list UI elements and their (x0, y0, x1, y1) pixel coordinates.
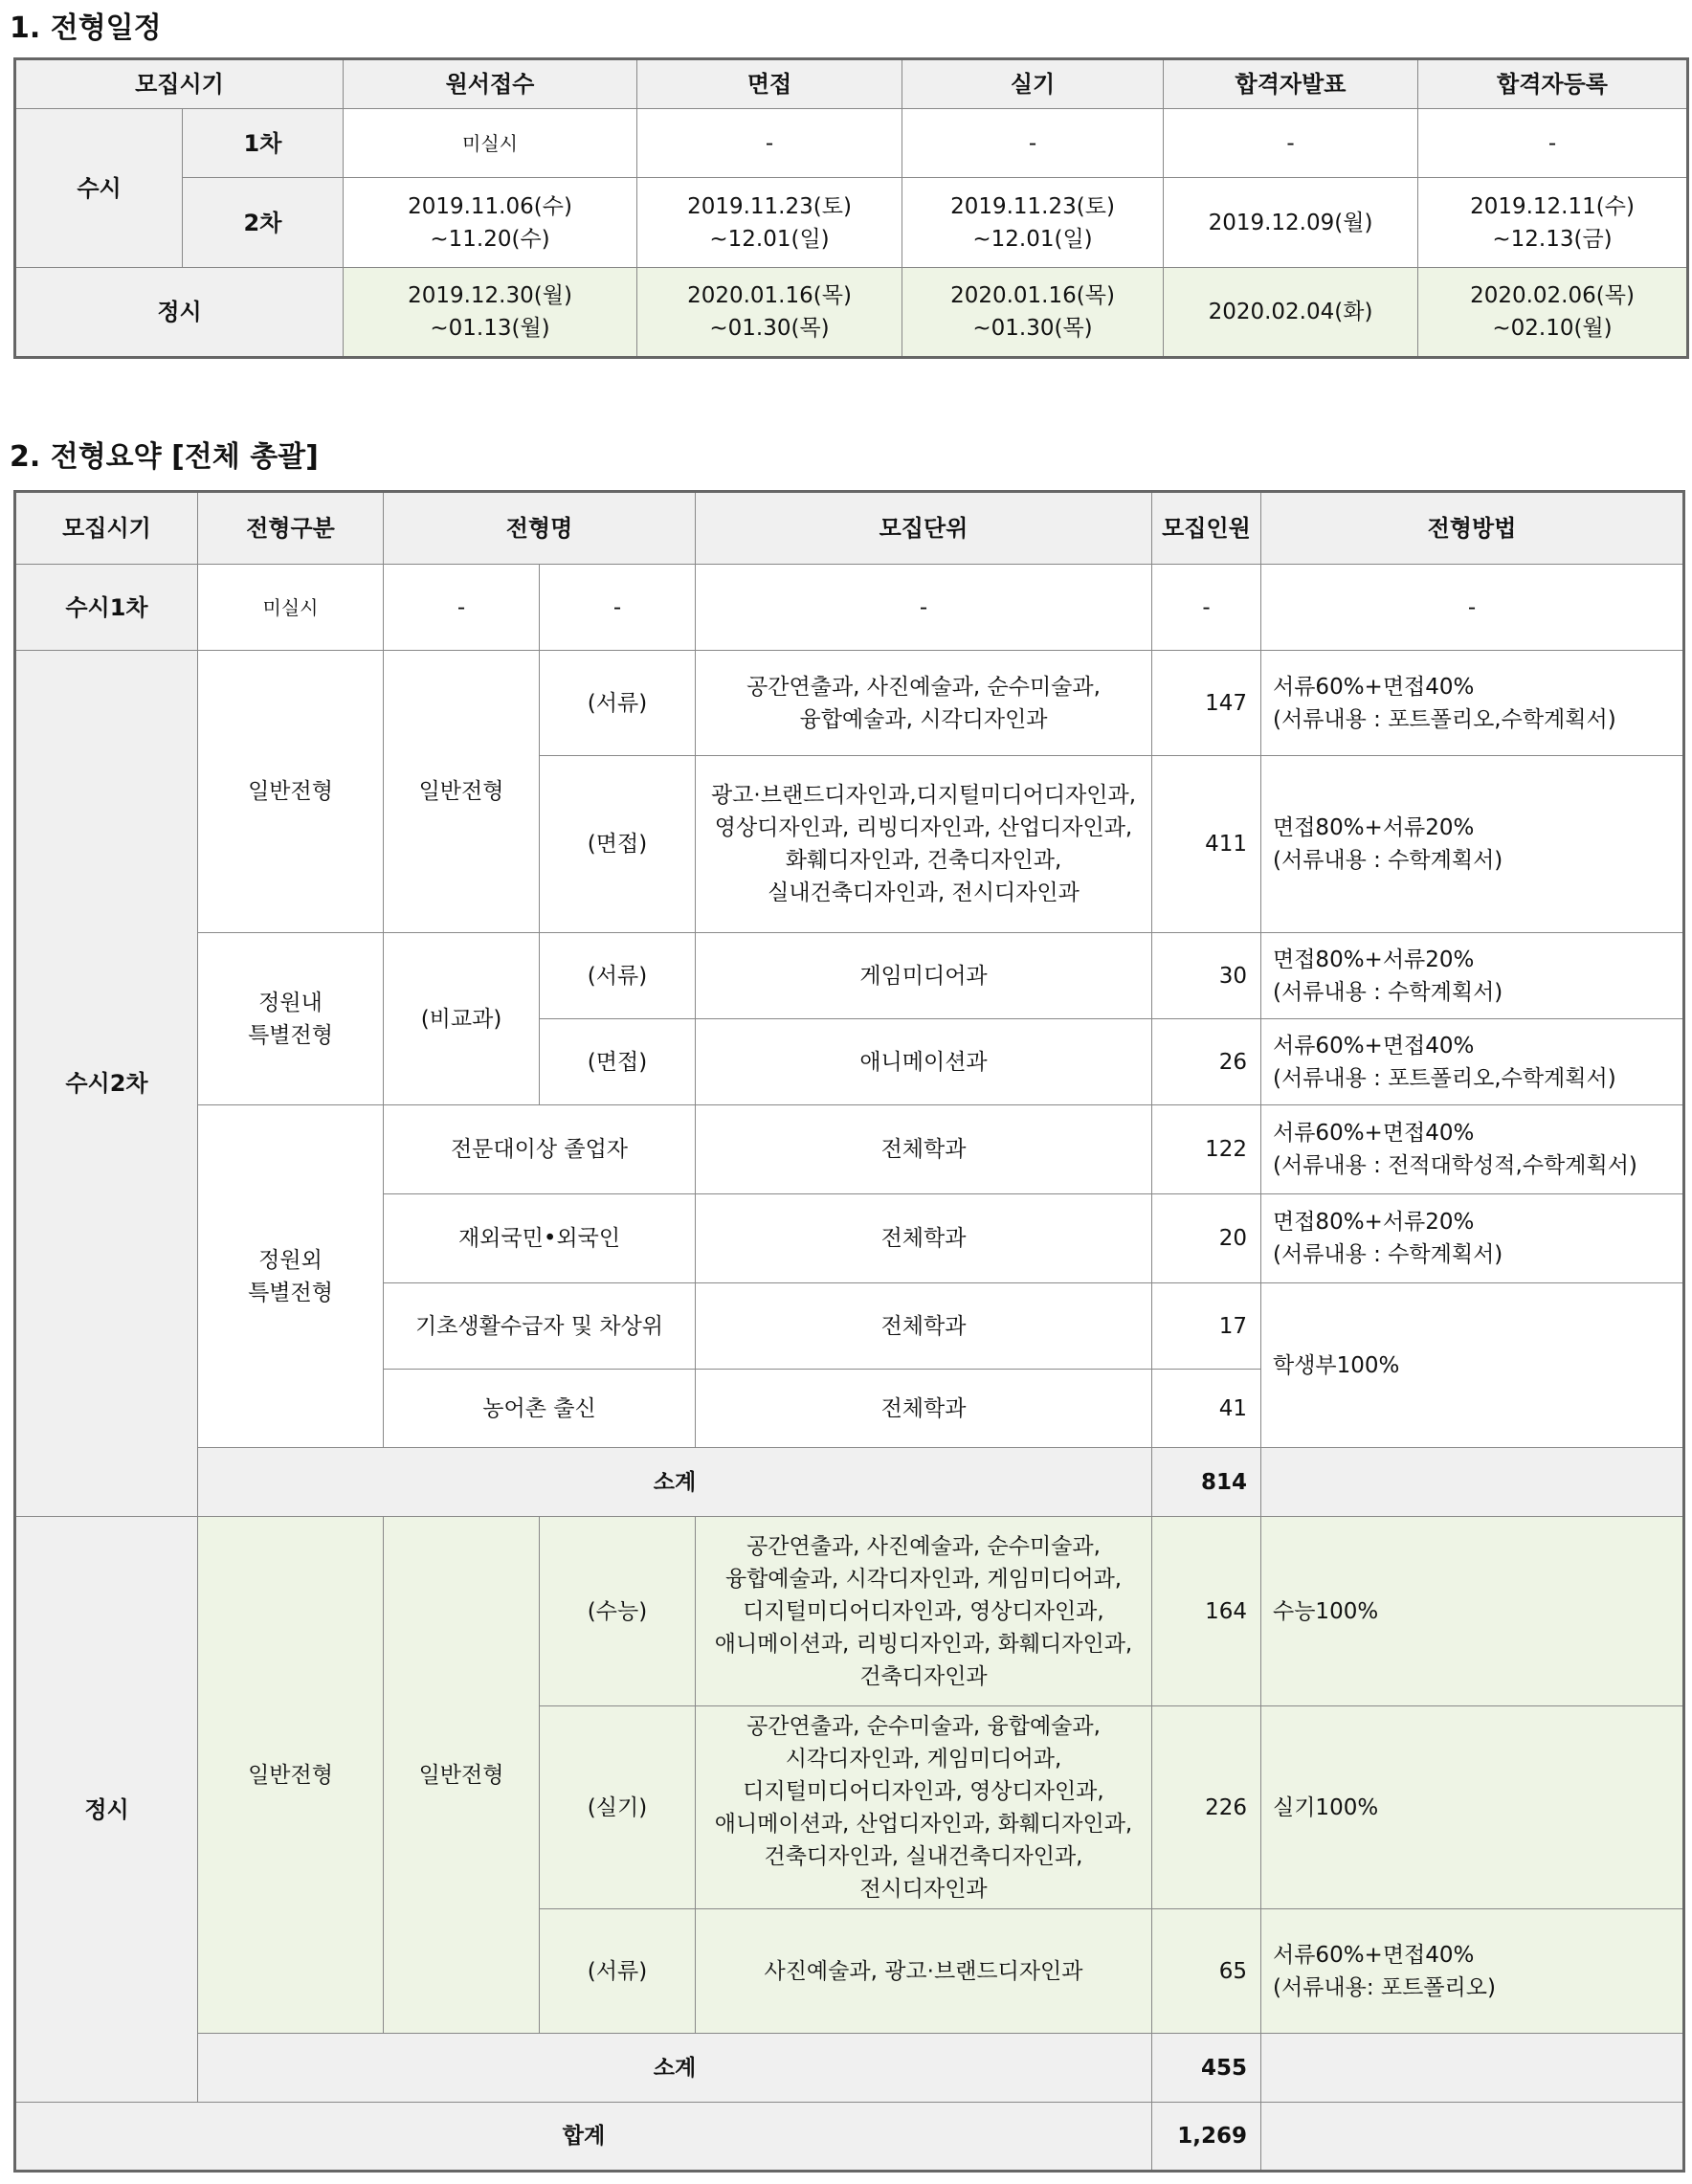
section2-title: 2. 전형요약 [전체 총괄] (10, 440, 319, 474)
summary-cell: - (384, 565, 540, 651)
summary-cell: 전문대이상 졸업자 (384, 1105, 696, 1194)
col-header-period: 모집시기 (15, 59, 344, 109)
summary-count: 20 (1152, 1194, 1261, 1283)
summary-cell: 정원내 특별전형 (198, 933, 384, 1105)
col-header-method: 전형방법 (1261, 492, 1684, 565)
susi1-label: 수시1차 (15, 565, 198, 651)
schedule-cell: 미실시 (344, 109, 637, 178)
summary-cell: (실기) (540, 1706, 696, 1909)
summary-cell: (면접) (540, 756, 696, 933)
summary-cell: 재외국민•외국인 (384, 1194, 696, 1283)
summary-cell: 공간연출과, 순수미술과, 융합예술과, 시각디자인과, 게임미디어과, 디지털미디어디자인과, 영상디자인과, 애니메이션과, 산업디자인과, 화훼디자인과, 건축디자인과, 실내건축디자인과, 전시디자인과 (696, 1706, 1152, 1909)
summary-method: 서류60%+면접40% (서류내용 : 포트폴리오,수학계획서) (1261, 1019, 1684, 1105)
summary-count: 147 (1152, 651, 1261, 756)
col-header-period: 모집시기 (15, 492, 198, 565)
summary-cell: (서류) (540, 933, 696, 1019)
summary-cell: 일반전형 (198, 651, 384, 933)
summary-method: 면접80%+서류20% (서류내용 : 수학계획서) (1261, 1194, 1684, 1283)
susi2-subtotal-label: 소계 (198, 1448, 1152, 1517)
summary-method: 수능100% (1261, 1517, 1684, 1706)
summary-cell: (비교과) (384, 933, 540, 1105)
summary-cell: 공간연출과, 사진예술과, 순수미술과, 융합예술과, 시각디자인과, 게임미디어과, 디지털미디어디자인과, 영상디자인과, 애니메이션과, 리빙디자인과, 화훼디자인과, 건축디자인과 (696, 1517, 1152, 1706)
summary-count: 65 (1152, 1909, 1261, 2034)
summary-method: 서류60%+면접40% (서류내용: 포트폴리오) (1261, 1909, 1684, 2034)
schedule-cell: - (1164, 109, 1418, 178)
summary-method: 서류60%+면접40% (서류내용 : 전적대학성적,수학계획서) (1261, 1105, 1684, 1194)
susi2-subtotal-count: 814 (1152, 1448, 1261, 1517)
round-1-label: 1차 (183, 109, 344, 178)
summary-method: 실기100% (1261, 1706, 1684, 1909)
col-header-name: 전형명 (384, 492, 696, 565)
section1-title: 1. 전형일정 (10, 11, 162, 45)
col-header-unit: 모집단위 (696, 492, 1152, 565)
summary-cell: 정원외 특별전형 (198, 1105, 384, 1448)
summary-method: 면접80%+서류20% (서류내용 : 수학계획서) (1261, 933, 1684, 1019)
total-count: 1,269 (1152, 2103, 1261, 2172)
susi-label: 수시 (15, 109, 183, 268)
susi2-label: 수시2차 (15, 651, 198, 1517)
col-header-practical: 실기 (902, 59, 1164, 109)
summary-cell: 공간연출과, 사진예술과, 순수미술과, 융합예술과, 시각디자인과 (696, 651, 1152, 756)
summary-cell: (서류) (540, 651, 696, 756)
schedule-cell: 2020.01.16(목) ~01.30(목) (637, 268, 902, 358)
col-header-application: 원서접수 (344, 59, 637, 109)
col-header-type: 전형구분 (198, 492, 384, 565)
col-header-announcement: 합격자발표 (1164, 59, 1418, 109)
summary-count: 226 (1152, 1706, 1261, 1909)
summary-table (13, 490, 1685, 2173)
total-label: 합계 (15, 2103, 1152, 2172)
summary-cell: (면접) (540, 1019, 696, 1105)
schedule-cell: 2020.02.06(목) ~02.10(월) (1418, 268, 1688, 358)
summary-cell: 전체학과 (696, 1283, 1152, 1370)
summary-method: 학생부100% (1261, 1283, 1684, 1448)
summary-cell: - (696, 565, 1152, 651)
schedule-cell: - (902, 109, 1164, 178)
summary-cell: 애니메이션과 (696, 1019, 1152, 1105)
summary-count: 17 (1152, 1283, 1261, 1370)
summary-method: 면접80%+서류20% (서류내용 : 수학계획서) (1261, 756, 1684, 933)
summary-method: 서류60%+면접40% (서류내용 : 포트폴리오,수학계획서) (1261, 651, 1684, 756)
summary-count: 411 (1152, 756, 1261, 933)
summary-cell: 일반전형 (198, 1517, 384, 2034)
col-header-interview: 면접 (637, 59, 902, 109)
summary-cell: - (1261, 565, 1684, 651)
summary-cell: (서류) (540, 1909, 696, 2034)
subtotal-blank (1261, 1448, 1684, 1517)
summary-cell: - (540, 565, 696, 651)
summary-count: 164 (1152, 1517, 1261, 1706)
col-header-registration: 합격자등록 (1418, 59, 1688, 109)
summary-cell: 일반전형 (384, 651, 540, 933)
summary-cell: 일반전형 (384, 1517, 540, 2034)
summary-cell: 전체학과 (696, 1370, 1152, 1448)
jeongsi-subtotal-label: 소계 (198, 2034, 1152, 2103)
summary-cell: 사진예술과, 광고·브랜드디자인과 (696, 1909, 1152, 2034)
schedule-cell: 2019.11.23(토) ~12.01(일) (902, 178, 1164, 268)
schedule-cell: - (1418, 109, 1688, 178)
summary-cell: 전체학과 (696, 1105, 1152, 1194)
jeongsi-label: 정시 (15, 1517, 198, 2103)
summary-cell: 게임미디어과 (696, 933, 1152, 1019)
summary-cell: 광고·브랜드디자인과,디지털미디어디자인과, 영상디자인과, 리빙디자인과, 산업디자인과, 화훼디자인과, 건축디자인과, 실내건축디자인과, 전시디자인과 (696, 756, 1152, 933)
summary-cell: (수능) (540, 1517, 696, 1706)
jeongsi-label: 정시 (15, 268, 344, 358)
summary-cell: 농어촌 출신 (384, 1370, 696, 1448)
total-blank (1261, 2103, 1684, 2172)
summary-cell: 기초생활수급자 및 차상위 (384, 1283, 696, 1370)
schedule-table (13, 57, 1689, 359)
round-2-label: 2차 (183, 178, 344, 268)
schedule-cell: 2019.12.30(월) ~01.13(월) (344, 268, 637, 358)
summary-count: 122 (1152, 1105, 1261, 1194)
subtotal-blank (1261, 2034, 1684, 2103)
col-header-count: 모집인원 (1152, 492, 1261, 565)
schedule-cell: 2020.02.04(화) (1164, 268, 1418, 358)
summary-cell: - (1152, 565, 1261, 651)
schedule-cell: 2019.11.06(수) ~11.20(수) (344, 178, 637, 268)
schedule-cell: 2019.11.23(토) ~12.01(일) (637, 178, 902, 268)
schedule-cell: 2019.12.09(월) (1164, 178, 1418, 268)
summary-count: 26 (1152, 1019, 1261, 1105)
summary-count: 30 (1152, 933, 1261, 1019)
summary-cell: 미실시 (198, 565, 384, 651)
schedule-cell: 2020.01.16(목) ~01.30(목) (902, 268, 1164, 358)
schedule-cell: - (637, 109, 902, 178)
summary-count: 41 (1152, 1370, 1261, 1448)
summary-cell: 전체학과 (696, 1194, 1152, 1283)
jeongsi-subtotal-count: 455 (1152, 2034, 1261, 2103)
schedule-cell: 2019.12.11(수) ~12.13(금) (1418, 178, 1688, 268)
